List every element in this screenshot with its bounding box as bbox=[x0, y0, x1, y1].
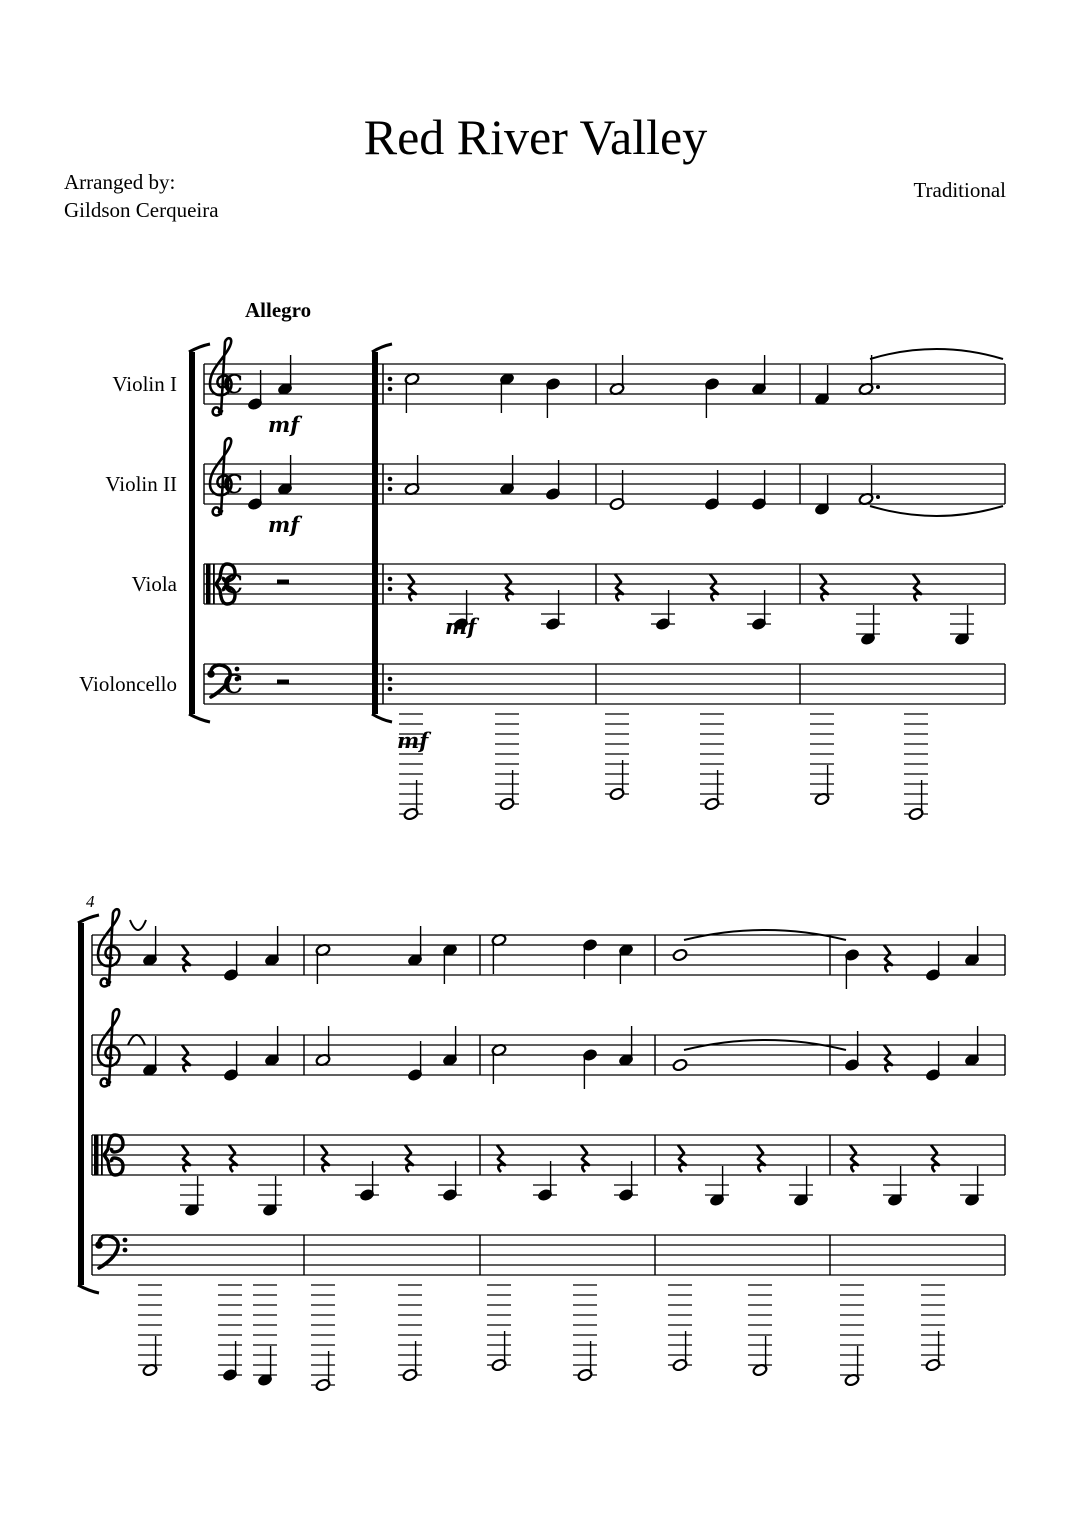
quarter-rest bbox=[884, 1045, 892, 1072]
dynamic-mf: mf bbox=[268, 412, 300, 437]
dynamic-mf: mf bbox=[397, 728, 429, 753]
repeat-bracket-top bbox=[372, 344, 392, 352]
quarter-rest bbox=[913, 574, 921, 601]
repeat-thick-bar bbox=[372, 352, 378, 714]
quarter-rest bbox=[505, 574, 513, 601]
system-bracket-top bbox=[189, 344, 210, 352]
instrument-label-violin-1: Violin I bbox=[112, 372, 177, 396]
quarter-rest bbox=[931, 1145, 939, 1172]
dynamic-mf: mf bbox=[268, 512, 300, 537]
time-signature-common: C bbox=[223, 670, 243, 699]
arranger-label: Arranged by: bbox=[64, 170, 176, 194]
system-bracket-bottom bbox=[189, 714, 210, 722]
quarter-rest bbox=[581, 1145, 589, 1172]
alto-clef-bar bbox=[206, 564, 211, 604]
arranger-name: Gildson Cerqueira bbox=[64, 198, 219, 222]
quarter-rest bbox=[182, 1145, 190, 1172]
measure-number: 4 bbox=[86, 892, 95, 911]
quarter-rest bbox=[405, 1145, 413, 1172]
quarter-rest bbox=[884, 945, 892, 972]
bass-clef bbox=[95, 1236, 127, 1268]
quarter-rest bbox=[408, 574, 416, 601]
tie bbox=[870, 349, 1003, 359]
time-signature-common: C bbox=[223, 570, 243, 599]
quarter-rest bbox=[182, 945, 190, 972]
alto-clef-bar bbox=[94, 1135, 99, 1175]
system-bracket-bottom bbox=[78, 1285, 99, 1293]
repeat-dot bbox=[388, 587, 393, 592]
bass-clef-dot bbox=[123, 1238, 128, 1243]
repeat-dot bbox=[388, 387, 393, 392]
repeat-dot bbox=[388, 577, 393, 582]
time-signature-common: C bbox=[223, 470, 243, 499]
dynamic-mf: mf bbox=[445, 614, 477, 639]
quarter-rest bbox=[678, 1145, 686, 1172]
instrument-label-viola: Viola bbox=[131, 572, 177, 596]
tie bbox=[870, 506, 1003, 516]
half-rest bbox=[277, 580, 289, 585]
augmentation-dot bbox=[876, 495, 880, 499]
whole-notehead bbox=[672, 1058, 688, 1071]
repeat-bracket-bottom bbox=[372, 714, 392, 722]
composer-credit: Traditional bbox=[913, 178, 1006, 202]
repeat-dot bbox=[388, 487, 393, 492]
system-bracket-top bbox=[78, 915, 99, 923]
half-rest bbox=[277, 680, 289, 685]
quarter-rest bbox=[497, 1145, 505, 1172]
repeat-dot bbox=[388, 377, 393, 382]
quarter-rest bbox=[229, 1145, 237, 1172]
quarter-rest bbox=[820, 574, 828, 601]
quarter-rest bbox=[182, 1045, 190, 1072]
alto-clef-bar bbox=[213, 564, 215, 604]
tie bbox=[130, 920, 146, 930]
alto-clef-bar bbox=[101, 1135, 103, 1175]
instrument-label-violoncello: Violoncello bbox=[79, 672, 177, 696]
system-bracket bbox=[189, 352, 195, 714]
tempo-marking: Allegro bbox=[245, 298, 312, 322]
score-title: Red River Valley bbox=[363, 109, 708, 165]
quarter-rest bbox=[710, 574, 718, 601]
bass-clef-curve bbox=[99, 1236, 118, 1268]
tie bbox=[128, 1035, 145, 1045]
quarter-rest bbox=[850, 1145, 858, 1172]
time-signature-common: C bbox=[223, 370, 243, 399]
repeat-dot bbox=[388, 677, 393, 682]
repeat-dot bbox=[388, 687, 393, 692]
augmentation-dot bbox=[876, 385, 880, 389]
quarter-rest bbox=[615, 574, 623, 601]
whole-notehead bbox=[672, 948, 688, 961]
system-bracket bbox=[78, 923, 84, 1285]
quarter-rest bbox=[757, 1145, 765, 1172]
bass-clef-dot bbox=[123, 1248, 128, 1253]
repeat-dot bbox=[388, 477, 393, 482]
quarter-rest bbox=[321, 1145, 329, 1172]
instrument-label-violin-2: Violin II bbox=[105, 472, 177, 496]
